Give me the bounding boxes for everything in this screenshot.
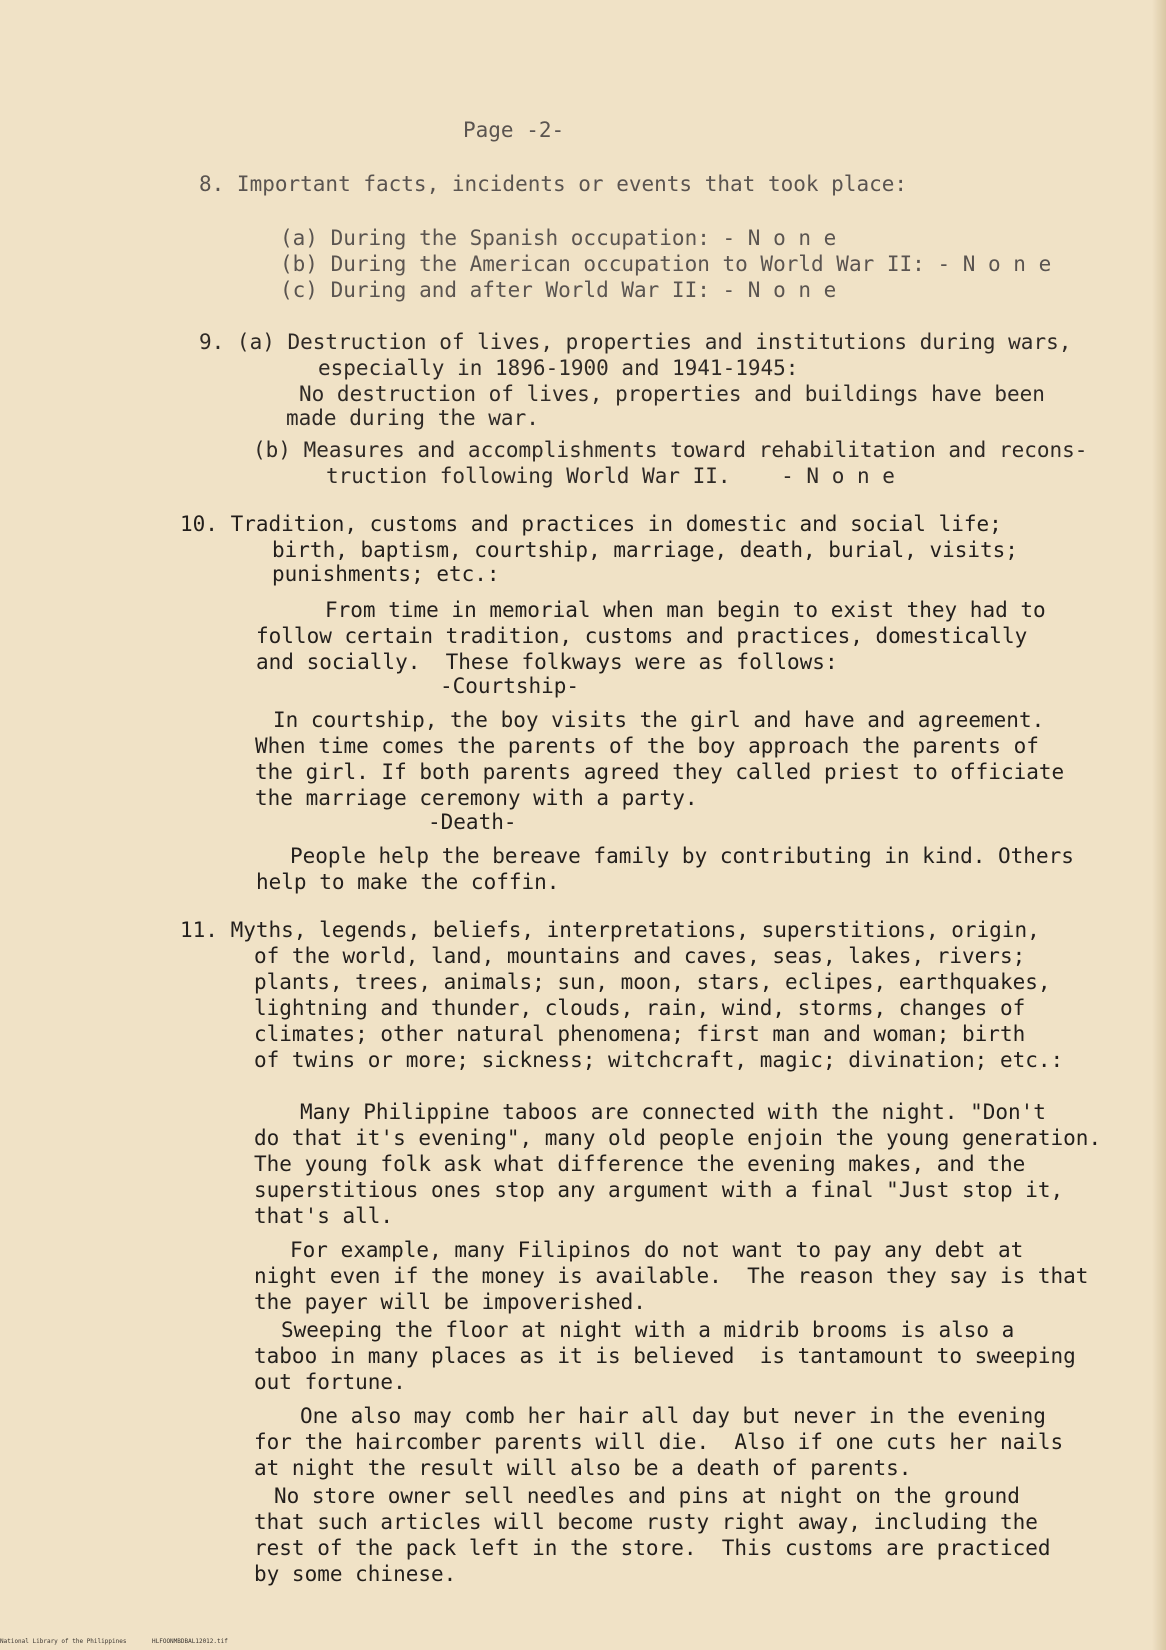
section-9b-heading-line-1: (b) Measures and accomplishments toward rehabilitation and recons-	[253, 438, 1088, 462]
section-11-heading-line-2: of the world, land, mountains and caves, seas, lakes, rivers;	[254, 944, 1026, 968]
taboo-paragraph-5-line-2: that such articles will become rusty right away, including the	[254, 1510, 1038, 1534]
taboo-paragraph-2-line-2: night even if the money is available. The reason they say is that	[254, 1264, 1089, 1288]
taboo-paragraph-2-line-1: For example, many Filipinos do not want to pay any debt at	[290, 1238, 1024, 1262]
section-8-item-c: (c) During and after World War II: - N o n e	[280, 278, 837, 302]
taboo-paragraph-5-line-4: by some chinese.	[254, 1562, 457, 1586]
section-11-heading-line-5: climates; other natural phenomena; first man and woman; birth	[254, 1022, 1026, 1046]
courtship-subheading: -Courtship-	[440, 674, 580, 698]
footer-file-id: HLFOONMBDBAL12012.tif	[152, 1638, 228, 1645]
courtship-line-1: In courtship, the boy visits the girl and have and agreement.	[273, 708, 1045, 732]
courtship-line-2: When time comes the parents of the boy approach the parents of	[255, 734, 1039, 758]
taboo-paragraph-1-line-5: that's all.	[254, 1204, 394, 1228]
taboo-paragraph-3-line-3: out fortune.	[254, 1370, 406, 1394]
taboo-paragraph-5-line-1: No store owner sell needles and pins at night on the ground	[274, 1484, 1020, 1508]
taboo-paragraph-3-line-2: taboo in many places as it is believed is tantamount to sweeping	[254, 1344, 1076, 1368]
death-line-2: help to make the coffin.	[256, 870, 560, 894]
section-10-heading-line-2: birth, baptism, courtship, marriage, death, burial, visits;	[272, 538, 1018, 562]
section-11-heading-line-1: 11. Myths, legends, beliefs, interpretations, superstitions, origin,	[180, 918, 1040, 942]
death-line-1: People help the bereave family by contributing in kind. Others	[290, 844, 1074, 868]
death-subheading: -Death-	[428, 810, 517, 834]
section-10-heading-line-3: punishments; etc.:	[272, 562, 500, 586]
taboo-paragraph-4-line-2: for the haircomber parents will die. Also if one cuts her nails	[254, 1430, 1064, 1454]
taboo-paragraph-1-line-4: superstitious ones stop any argument with a final "Just stop it,	[254, 1178, 1064, 1202]
taboo-paragraph-3-line-1: Sweeping the floor at night with a midrib brooms is also a	[281, 1318, 1015, 1342]
page-label: Page -2-	[463, 118, 565, 142]
taboo-paragraph-1-line-3: The young folk ask what difference the evening makes, and the	[254, 1152, 1026, 1176]
section-9a-heading-line-1: 9. (a) Destruction of lives, properties and institutions during wars,	[199, 330, 1072, 354]
paper-edge-shadow	[1152, 0, 1166, 1650]
section-8-item-a: (a) During the Spanish occupation: - N o n e	[280, 226, 837, 250]
section-10-intro-line-1: From time in memorial when man begin to exist they had to	[325, 598, 1046, 622]
section-11-heading-line-3: plants, trees, animals; sun, moon, stars, eclipes, earthquakes,	[254, 970, 1051, 994]
section-8-heading: 8. Important facts, incidents or events that took place:	[199, 172, 908, 196]
section-10-intro-line-2: follow certain tradition, customs and practices, domestically	[256, 624, 1028, 648]
section-11-heading-line-6: of twins or more; sickness; witchcraft, magic; divination; etc.:	[254, 1048, 1064, 1072]
taboo-paragraph-1-line-1: Many Philippine taboos are connected with the night. "Don't	[300, 1100, 1046, 1124]
section-9a-answer-line-2: made during the war.	[286, 406, 539, 430]
section-10-intro-line-3: and socially. These folkways were as follows:	[256, 650, 838, 674]
taboo-paragraph-4-line-1: One also may comb her hair all day but never in the evening	[300, 1404, 1046, 1428]
taboo-paragraph-2-line-3: the payer will be impoverished.	[254, 1290, 646, 1314]
taboo-paragraph-4-line-3: at night the result will also be a death of parents.	[254, 1456, 912, 1480]
footer-library-name: National Library of the Philippines	[0, 1638, 127, 1645]
taboo-paragraph-5-line-3: rest of the pack left in the store. This customs are practiced	[254, 1536, 1051, 1560]
courtship-line-3: the girl. If both parents agreed they called priest to officiate	[255, 760, 1065, 784]
courtship-line-4: the marriage ceremony with a party.	[255, 786, 698, 810]
section-8-item-b: (b) During the American occupation to World War II: - N o n e	[280, 252, 1052, 276]
section-9a-answer-line-1: No destruction of lives, properties and buildings have been	[299, 382, 1045, 406]
taboo-paragraph-1-line-2: do that it's evening", many old people enjoin the young generation.	[254, 1126, 1102, 1150]
section-9a-heading-line-2: especially in 1896-1900 and 1941-1945:	[318, 356, 799, 380]
section-11-heading-line-4: lightning and thunder, clouds, rain, wind, storms, changes of	[254, 996, 1026, 1020]
section-9b-heading-line-2: truction following World War II. - N o n e	[326, 464, 895, 488]
section-10-heading-line-1: 10. Tradition, customs and practices in domestic and social life;	[180, 512, 1002, 536]
